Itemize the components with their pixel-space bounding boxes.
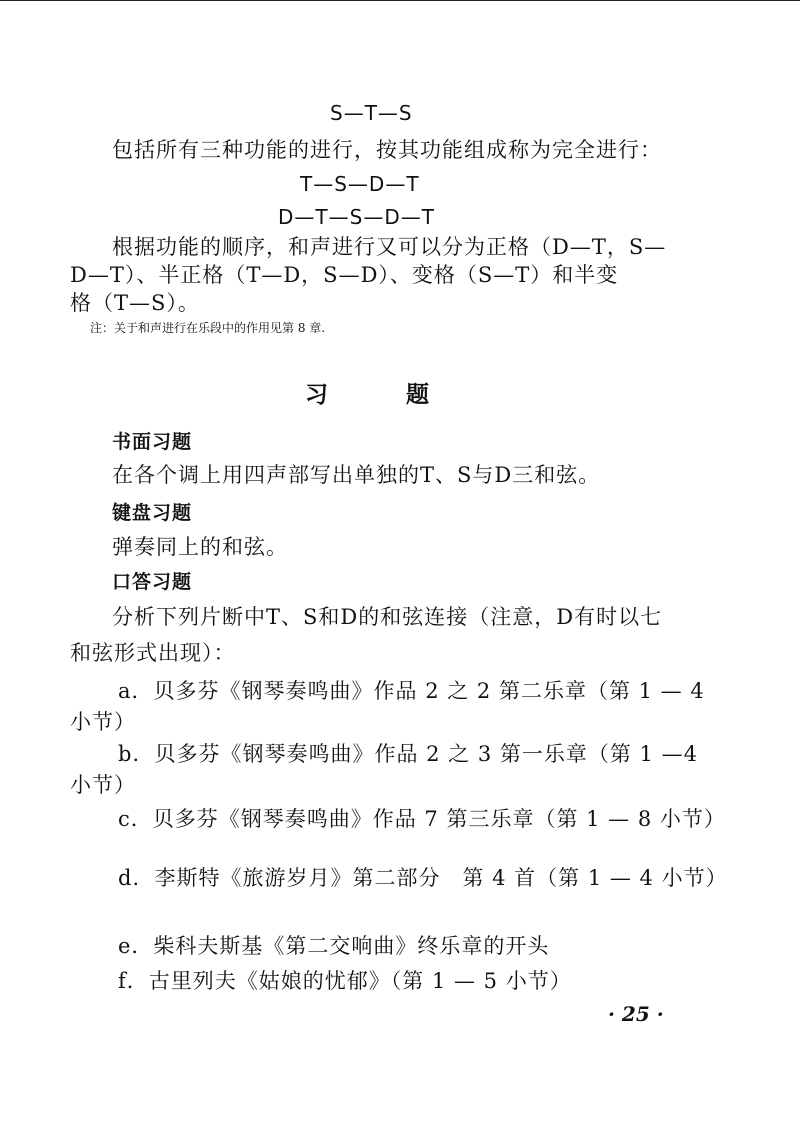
oral-exercises-intro-line-2: 和弦形式出现）： (70, 641, 236, 665)
exercise-item-a: a．贝多芬《钢琴奏鸣曲》作品 2 之 2 第二乐章（第 1 — 4 (118, 679, 705, 703)
keyboard-exercises-body: 弹奏同上的和弦。 (112, 535, 288, 559)
exercise-item-d: d．李斯特《旅游岁月》第二部分 第 4 首（第 1 — 4 小节） (118, 866, 728, 890)
formula-s-t-s: S—T—S (330, 101, 413, 125)
exercise-item-f: f．古里列夫《姑娘的忧郁》（第 1 — 5 小节） (118, 969, 572, 993)
exercise-item-e: e．柴科夫斯基《第二交响曲》终乐章的开头 (118, 934, 550, 958)
order-paragraph-line-1: 根据功能的顺序，和声进行又可以分为正格（D—T，S— (112, 235, 667, 259)
formula-d-t-s-d-t: D—T—S—D—T (278, 205, 435, 229)
exercise-item-c: c．贝多芬《钢琴奏鸣曲》作品 7 第三乐章（第 1 — 8 小节） (118, 807, 726, 831)
exercise-item-a-continued: 小节） (70, 710, 136, 734)
top-border-rule (0, 0, 800, 1)
oral-exercises-heading: 口答习题 (112, 571, 193, 593)
order-paragraph-line-2: D—T）、半正格（T—D，S—D）、变格（S—T）和半变 (70, 263, 619, 287)
exercises-title-char-1: 习 (305, 381, 328, 408)
written-exercises-heading: 书面习题 (112, 431, 193, 453)
written-exercises-body: 在各个调上用四声部写出单独的T、S与D三和弦。 (112, 463, 601, 487)
exercise-item-b: b．贝多芬《钢琴奏鸣曲》作品 2 之 3 第一乐章（第 1 —4 (118, 742, 698, 766)
exercises-title-char-2: 题 (406, 381, 429, 408)
keyboard-exercises-heading: 键盘习题 (112, 502, 193, 524)
page-number: · 25 · (608, 1002, 664, 1026)
formula-t-s-d-t: T—S—D—T (300, 172, 420, 196)
complete-progression-intro: 包括所有三种功能的进行，按其功能组成称为完全进行： (112, 138, 662, 162)
footnote: 注：关于和声进行在乐段中的作用见第 8 章. (90, 321, 326, 335)
oral-exercises-intro-line-1: 分析下列片断中T、S和D的和弦连接（注意，D有时以七 (112, 605, 663, 629)
exercise-item-b-continued: 小节） (70, 773, 136, 797)
order-paragraph-line-3: 格（T—S）。 (70, 291, 200, 315)
